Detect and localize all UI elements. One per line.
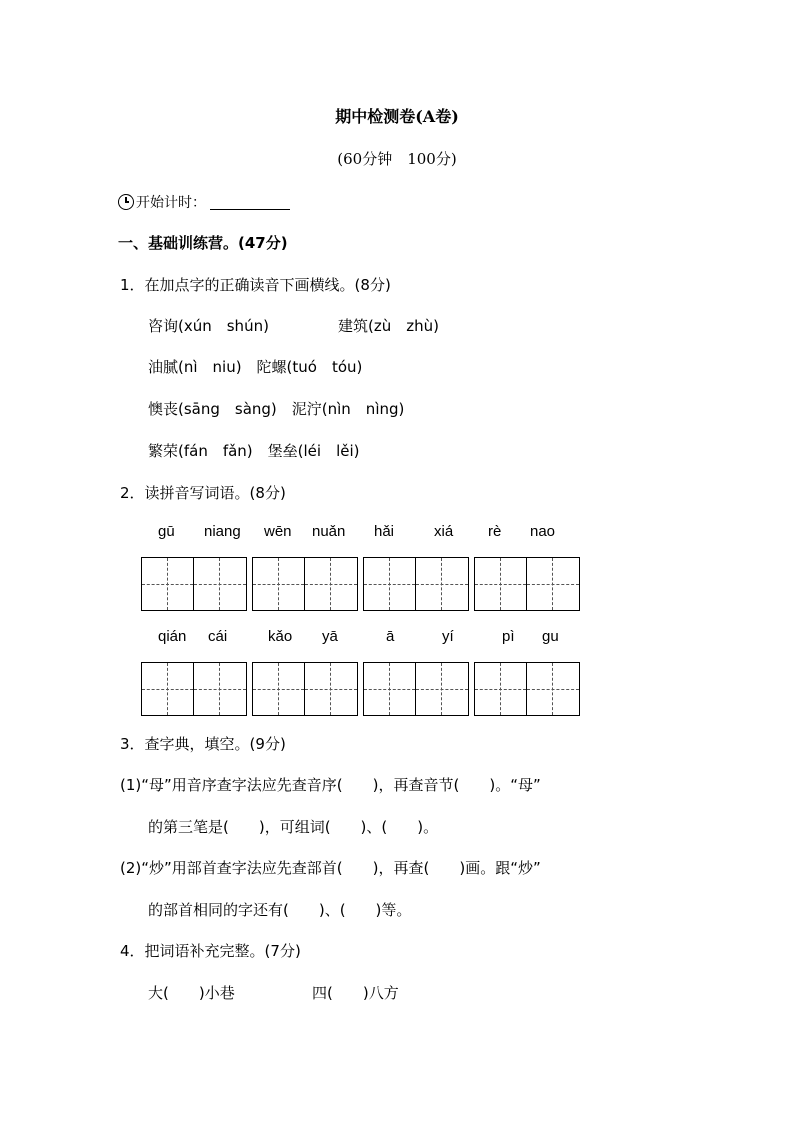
question-4-title: 4．把词语补充完整。(7分) [120,942,301,960]
pinyin-syllable: niang [204,523,241,540]
pinyin-syllable: gū [158,523,175,540]
writing-grid[interactable] [474,662,580,716]
pinyin-syllable: ā [386,628,395,645]
pinyin-syllable: kǎo [268,628,293,645]
writing-cell[interactable] [305,558,357,610]
question-1-title: 1．在加点字的正确读音下画横线。(8分) [120,276,391,294]
writing-cell[interactable] [305,663,357,715]
clock-icon [118,194,134,210]
q1-item: 油腻(nì niu) 陀螺(tuó tóu) [148,358,363,376]
writing-cell[interactable] [142,558,194,610]
pinyin-syllable: rè [488,523,502,540]
page-subtitle: (60分钟 100分) [337,150,457,168]
question-3-title: 3．查字典，填空。(9分) [120,735,286,753]
pinyin-syllable: cái [208,628,228,645]
q4-item: 四( )八方 [312,984,399,1002]
q3-line: 的部首相同的字还有( )、( )等。 [148,901,412,919]
q1-item: 懊丧(sāng sàng) 泥泞(nìn nìng) [148,400,405,418]
writing-grid[interactable] [363,557,469,611]
pinyin-syllable: wēn [264,523,292,540]
writing-cell[interactable] [194,663,246,715]
q1-item: 咨询(xún shún) [148,317,269,335]
writing-grid[interactable] [141,662,247,716]
writing-grid[interactable] [474,557,580,611]
writing-grid[interactable] [363,662,469,716]
pinyin-syllable: gu [542,628,559,645]
writing-cell[interactable] [194,558,246,610]
timer-row [118,192,290,212]
writing-cell[interactable] [364,558,416,610]
pinyin-syllable: hǎi [374,523,395,540]
pinyin-syllable: nuǎn [312,523,346,540]
writing-cell[interactable] [253,558,305,610]
writing-grid[interactable] [252,557,358,611]
pinyin-syllable: pì [502,628,515,645]
pinyin-syllable: yí [442,628,454,645]
pinyin-syllable: yā [322,628,338,645]
section-title: 一、基础训练营。(47分) [118,234,288,252]
writing-cell[interactable] [475,558,527,610]
q3-line: (1)“母”用音序查字法应先查音序( )，再查音节( )。“母” [120,776,541,794]
pinyin-syllable: nao [530,523,556,540]
question-2-title: 2．读拼音写词语。(8分) [120,484,286,502]
q3-line: 的第三笔是( )，可组词( )、( )。 [148,818,439,836]
timer-label: 开始计时： [136,195,206,211]
pinyin-syllable: xiá [434,523,454,540]
writing-cell[interactable] [527,558,579,610]
writing-cell[interactable] [253,663,305,715]
timer-blank[interactable] [210,195,290,210]
q1-item: 繁荣(fán fǎn) 堡垒(léi lěi) [148,442,360,460]
writing-grid[interactable] [252,662,358,716]
writing-cell[interactable] [527,663,579,715]
q1-item: 建筑(zù zhù) [338,317,439,335]
writing-cell[interactable] [142,663,194,715]
writing-cell[interactable] [364,663,416,715]
q3-line: (2)“炒”用部首查字法应先查部首( )，再查( )画。跟“炒” [120,859,541,877]
page-title: 期中检测卷(A卷) [335,107,459,126]
writing-cell[interactable] [416,663,468,715]
pinyin-syllable: qián [158,628,187,645]
writing-cell[interactable] [416,558,468,610]
writing-cell[interactable] [475,663,527,715]
q4-item: 大( )小巷 [148,984,235,1002]
writing-grid[interactable] [141,557,247,611]
